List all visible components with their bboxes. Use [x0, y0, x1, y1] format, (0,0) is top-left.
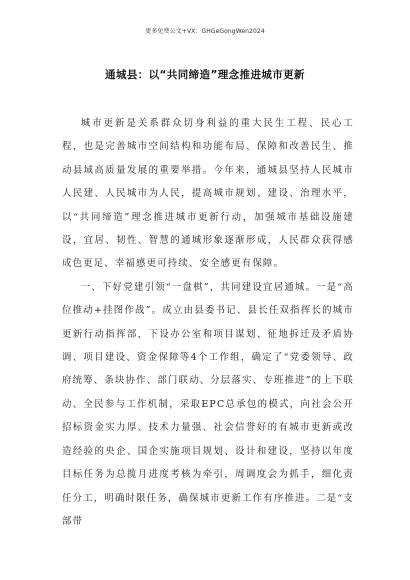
header-note: 更多免费公文+VX：GHGeGongWen2024 [145, 28, 265, 35]
article-body [62, 112, 354, 533]
paragraph-section-one: 一、下好党建引领“一盘棋”，共同建设宜居通城。一是“高位推动+挂图作战”。成立由县委书记、县长任双指挥长的城市更新行动指挥部，下设办公室和项目谋划、征地拆迁及矛盾协调、项目建设、资金保障等4个工作组，确定了“党委领导、政府统筹、条块协作、部门联动、分层落实、专班推进”的上下联动、全民参与工作机制，采取EPC总承包的模式，向社会公开招标资金实力厚、技术力量强、社会信誉好的有城市更新或改造经验的央企、国企实施项目规划、设计和建设，坚持以年度目标任务为总揽月进度考核为牵引，周调度会为抓手，细化责任分工，明确时限任务，确保城市更新工作有序推进。二是“支部带 [62, 281, 354, 527]
article-title: 通城县：以“共同缔造”理念推进城市更新 [105, 69, 305, 81]
paragraph-intro: 城市更新是关系群众切身利益的重大民生工程、民心工程，也是完善城市空间结构和功能布局、保障和改善民生、推动县域高质量发展的重要举措。今年来，通城县坚持人民城市人民建、人民城市为人民，提高城市规划、建设、治理水平，以“共同缔造”理念推进城市更新行动，加强城市基础设施建设，宜居、韧性、智慧的通城形象逐渐形成，人民群众获得感成色更足、幸福感更可持续、安全感更有保障。 [62, 118, 354, 270]
